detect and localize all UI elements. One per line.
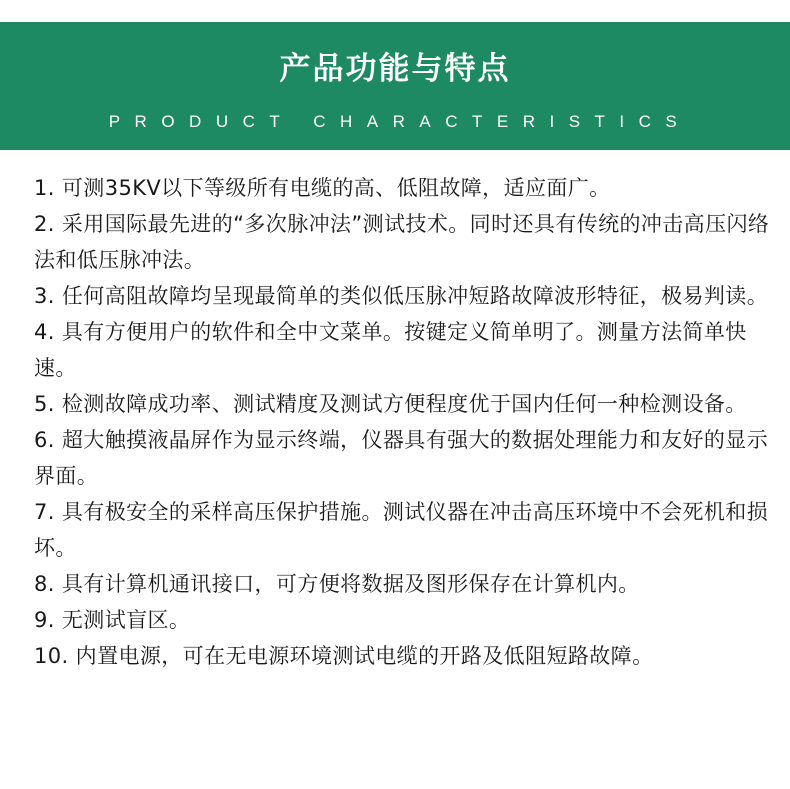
feature-item-10: 10. 内置电源，可在无电源环境测试电缆的开路及低阻短路故障。 (34, 644, 654, 668)
feature-item-6: 6. 超大触摸液晶屏作为显示终端，仪器具有强大的数据处理能力和友好的显示界面。 (34, 428, 769, 488)
feature-item-7: 7. 具有极安全的采样高压保护措施。测试仪器在冲击高压环境中不会死机和损坏。 (34, 500, 769, 560)
feature-item-5: 5. 检测故障成功率、测试精度及测试方便程度优于国内任何一种检测设备。 (34, 392, 747, 416)
feature-item-4: 4. 具有方便用户的软件和全中文菜单。按键定义简单明了。测量方法简单快速。 (34, 320, 747, 380)
page-title: 产品功能与特点 (279, 51, 511, 87)
header-banner (0, 22, 790, 150)
feature-list (34, 170, 770, 674)
feature-item-3: 3. 任何高阻故障均呈现最简单的类似低压脉冲短路故障波形特征，极易判读。 (34, 284, 769, 308)
feature-item-2: 2. 采用国际最先进的“多次脉冲法”测试技术。同时还具有传统的冲击高压闪络法和低压脉冲法。 (34, 212, 770, 272)
page-subtitle: PRODUCT CHARACTERISTICS (108, 112, 692, 131)
feature-item-1: 1. 可测35KV以下等级所有电缆的高、低阻故障，适应面广。 (34, 176, 611, 200)
feature-item-8: 8. 具有计算机通讯接口，可方便将数据及图形保存在计算机内。 (34, 572, 640, 596)
feature-item-9: 9. 无测试盲区。 (34, 608, 191, 632)
